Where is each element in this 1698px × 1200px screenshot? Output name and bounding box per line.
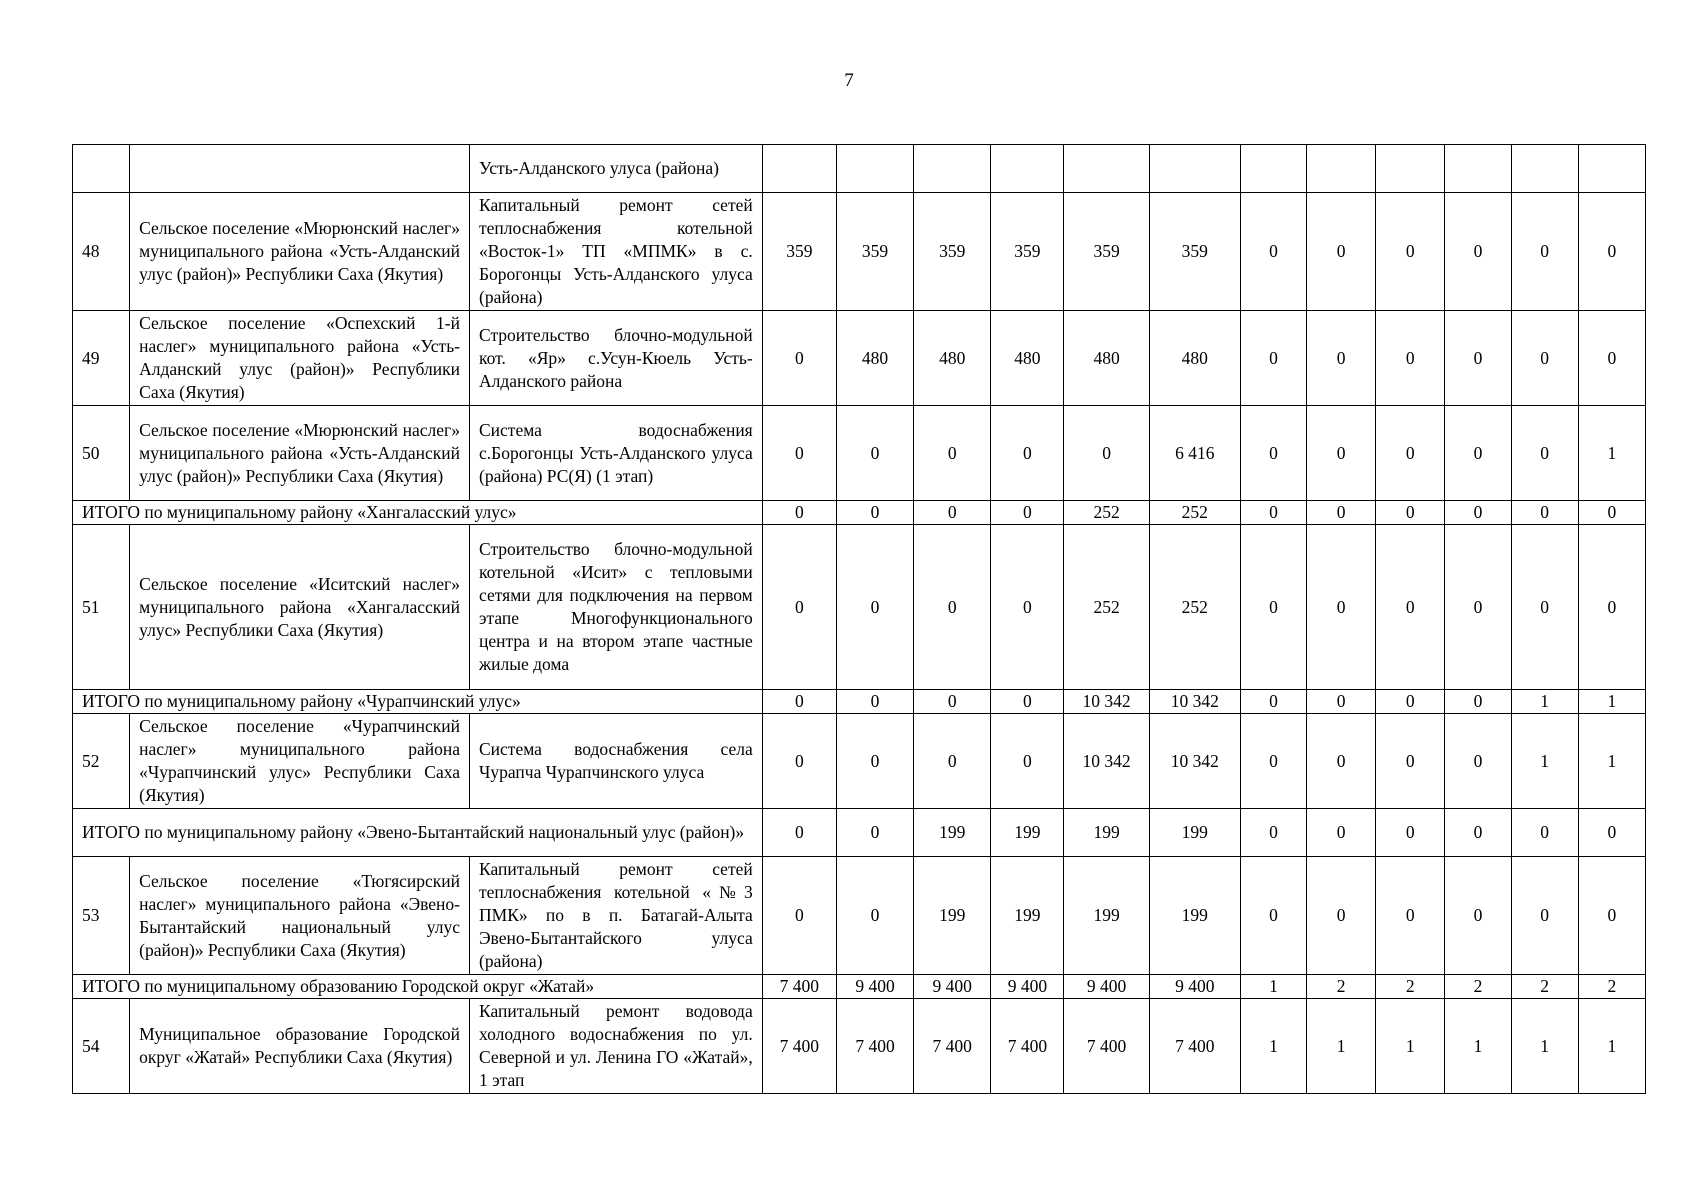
value-cell: 0	[1511, 501, 1578, 525]
value-cell	[1376, 145, 1445, 193]
total-label-cell: ИТОГО по муниципальному району «Хангаласский улус»	[73, 501, 763, 525]
value-cell: 7 400	[1149, 999, 1240, 1094]
value-cell: 0	[914, 406, 991, 501]
value-cell	[1511, 145, 1578, 193]
table-row	[73, 406, 1646, 501]
value-cell: 1	[1376, 999, 1445, 1094]
entity-cell: Сельское поселение «Мюрюнский наслег» муниципального района «Усть-Алданский улус (район)» Республики Саха (Якутия)	[130, 193, 470, 311]
value-cell	[762, 145, 836, 193]
value-cell: 199	[914, 809, 991, 857]
value-cell: 0	[1445, 193, 1511, 311]
value-cell: 480	[836, 311, 913, 406]
entity-cell: Сельское поселение «Тюгясирский наслег» муниципального района «Эвено-Бытантайский национальный улус (район)» Республики Саха (Якутия)	[130, 857, 470, 975]
value-cell: 0	[762, 311, 836, 406]
value-cell: 7 400	[991, 999, 1064, 1094]
value-cell: 0	[1240, 714, 1306, 809]
value-cell	[991, 145, 1064, 193]
value-cell: 0	[1511, 311, 1578, 406]
value-cell: 0	[1307, 857, 1376, 975]
value-cell: 0	[1578, 501, 1645, 525]
value-cell: 0	[1376, 857, 1445, 975]
value-cell: 480	[1149, 311, 1240, 406]
value-cell: 0	[991, 525, 1064, 690]
value-cell: 9 400	[991, 975, 1064, 999]
value-cell: 0	[1511, 525, 1578, 690]
value-cell: 0	[762, 525, 836, 690]
value-cell: 0	[1240, 193, 1306, 311]
value-cell: 7 400	[762, 975, 836, 999]
value-cell: 1	[1240, 975, 1306, 999]
value-cell: 0	[1240, 501, 1306, 525]
table-row	[73, 999, 1646, 1094]
value-cell: 0	[991, 501, 1064, 525]
value-cell: 0	[1376, 406, 1445, 501]
number-cell: 52	[73, 714, 130, 809]
value-cell: 0	[1578, 525, 1645, 690]
value-cell: 2	[1376, 975, 1445, 999]
number-cell: 51	[73, 525, 130, 690]
description-cell: Строительство блочно-модульной кот. «Яр» с.Усун-Кюель Усть-Алданского района	[470, 311, 763, 406]
value-cell: 7 400	[836, 999, 913, 1094]
value-cell: 0	[836, 857, 913, 975]
value-cell: 2	[1511, 975, 1578, 999]
value-cell: 199	[914, 857, 991, 975]
description-cell: Система водоснабжения с.Борогонцы Усть-Алданского улуса (района) РС(Я) (1 этап)	[470, 406, 763, 501]
value-cell: 0	[1445, 809, 1511, 857]
value-cell: 10 342	[1149, 690, 1240, 714]
value-cell: 2	[1578, 975, 1645, 999]
table-row	[73, 714, 1646, 809]
value-cell: 359	[762, 193, 836, 311]
value-cell: 359	[1149, 193, 1240, 311]
value-cell: 0	[762, 406, 836, 501]
value-cell	[1445, 145, 1511, 193]
table-row	[73, 525, 1646, 690]
value-cell	[836, 145, 913, 193]
value-cell: 0	[1240, 525, 1306, 690]
number-cell: 53	[73, 857, 130, 975]
value-cell: 252	[1064, 525, 1149, 690]
value-cell: 0	[914, 714, 991, 809]
value-cell: 0	[991, 406, 1064, 501]
value-cell: 1	[1240, 999, 1306, 1094]
value-cell: 0	[836, 690, 913, 714]
value-cell: 0	[1307, 690, 1376, 714]
value-cell: 0	[1445, 690, 1511, 714]
value-cell	[914, 145, 991, 193]
value-cell: 480	[914, 311, 991, 406]
value-cell: 1	[1578, 690, 1645, 714]
description-cell: Строительство блочно-модульной котельной «Исит» с тепловыми сетями для подключения на первом этапе Многофункционального центра и на втором этапе частные жилые дома	[470, 525, 763, 690]
description-cell: Система водоснабжения села Чурапча Чурапчинского улуса	[470, 714, 763, 809]
entity-cell: Сельское поселение «Иситский наслег» муниципального района «Хангаласский улус» Республики Саха (Якутия)	[130, 525, 470, 690]
value-cell: 359	[914, 193, 991, 311]
value-cell: 0	[836, 501, 913, 525]
value-cell: 359	[1064, 193, 1149, 311]
value-cell: 0	[762, 809, 836, 857]
table-row-total	[73, 809, 1646, 857]
value-cell: 0	[1578, 809, 1645, 857]
total-label-cell: ИТОГО по муниципальному району «Эвено-Бытантайский национальный улус (район)»	[73, 809, 763, 857]
value-cell: 0	[836, 525, 913, 690]
value-cell: 199	[1149, 809, 1240, 857]
value-cell: 0	[1307, 501, 1376, 525]
value-cell: 9 400	[1064, 975, 1149, 999]
value-cell: 0	[1376, 525, 1445, 690]
value-cell: 1	[1511, 690, 1578, 714]
value-cell: 0	[914, 690, 991, 714]
number-cell: 49	[73, 311, 130, 406]
value-cell	[1149, 145, 1240, 193]
value-cell: 0	[1376, 193, 1445, 311]
table-row	[73, 857, 1646, 975]
value-cell: 0	[1307, 714, 1376, 809]
entity-cell: Муниципальное образование Городской округ «Жатай» Республики Саха (Якутия)	[130, 999, 470, 1094]
value-cell: 0	[1511, 809, 1578, 857]
entity-cell: Сельское поселение «Мюрюнский наслег» муниципального района «Усть-Алданский улус (район)» Республики Саха (Якутия)	[130, 406, 470, 501]
value-cell: 0	[1445, 311, 1511, 406]
value-cell: 359	[991, 193, 1064, 311]
value-cell: 9 400	[1149, 975, 1240, 999]
value-cell: 1	[1578, 714, 1645, 809]
value-cell: 0	[762, 690, 836, 714]
value-cell: 0	[762, 501, 836, 525]
value-cell: 0	[1445, 857, 1511, 975]
value-cell: 0	[1578, 311, 1645, 406]
value-cell: 0	[1578, 193, 1645, 311]
value-cell: 0	[1307, 193, 1376, 311]
value-cell: 1	[1445, 999, 1511, 1094]
value-cell: 0	[991, 714, 1064, 809]
value-cell: 0	[1376, 690, 1445, 714]
total-label-cell: ИТОГО по муниципальному району «Чурапчинский улус»	[73, 690, 763, 714]
table-row-total	[73, 975, 1646, 999]
value-cell: 6 416	[1149, 406, 1240, 501]
number-cell: 48	[73, 193, 130, 311]
value-cell: 0	[1445, 501, 1511, 525]
value-cell: 480	[991, 311, 1064, 406]
value-cell: 0	[1240, 809, 1306, 857]
page-number: 7	[844, 70, 854, 91]
value-cell: 252	[1064, 501, 1149, 525]
number-cell: 54	[73, 999, 130, 1094]
table-row	[73, 193, 1646, 311]
value-cell: 7 400	[914, 999, 991, 1094]
value-cell: 0	[1307, 525, 1376, 690]
value-cell: 480	[1064, 311, 1149, 406]
value-cell: 0	[1376, 714, 1445, 809]
value-cell: 1	[1511, 714, 1578, 809]
value-cell: 199	[991, 857, 1064, 975]
value-cell: 199	[991, 809, 1064, 857]
value-cell	[1307, 145, 1376, 193]
value-cell: 0	[836, 714, 913, 809]
value-cell: 0	[1376, 809, 1445, 857]
value-cell: 0	[914, 501, 991, 525]
value-cell: 7 400	[1064, 999, 1149, 1094]
value-cell: 0	[1376, 501, 1445, 525]
value-cell: 7 400	[762, 999, 836, 1094]
value-cell: 0	[1445, 406, 1511, 501]
value-cell: 10 342	[1064, 714, 1149, 809]
value-cell: 0	[1240, 857, 1306, 975]
entity-cell: Сельское поселение «Оспехский 1-й наслег» муниципального района «Усть-Алданский улус (район)» Республики Саха (Якутия)	[130, 311, 470, 406]
value-cell: 0	[1307, 809, 1376, 857]
program-table	[72, 144, 1646, 1094]
value-cell: 1	[1578, 999, 1645, 1094]
value-cell: 252	[1149, 501, 1240, 525]
number-cell: 50	[73, 406, 130, 501]
value-cell: 1	[1578, 406, 1645, 501]
value-cell	[1240, 145, 1306, 193]
value-cell: 0	[1578, 857, 1645, 975]
value-cell: 0	[1064, 406, 1149, 501]
value-cell: 0	[1307, 311, 1376, 406]
value-cell: 9 400	[836, 975, 913, 999]
value-cell: 252	[1149, 525, 1240, 690]
value-cell: 0	[1240, 406, 1306, 501]
value-cell: 0	[1511, 406, 1578, 501]
value-cell: 0	[1511, 193, 1578, 311]
value-cell: 10 342	[1064, 690, 1149, 714]
value-cell: 0	[1240, 690, 1306, 714]
description-cell: Капитальный ремонт сетей теплоснабжения котельной «Восток-1» ТП «МПМК» в с. Борогонцы Усть-Алданского улуса (района)	[470, 193, 763, 311]
value-cell: 1	[1511, 999, 1578, 1094]
table-row	[73, 311, 1646, 406]
value-cell: 9 400	[914, 975, 991, 999]
value-cell: 2	[1307, 975, 1376, 999]
value-cell: 2	[1445, 975, 1511, 999]
value-cell: 1	[1307, 999, 1376, 1094]
value-cell: 0	[914, 525, 991, 690]
table-row-total	[73, 690, 1646, 714]
entity-cell	[130, 145, 470, 193]
value-cell: 0	[1240, 311, 1306, 406]
value-cell: 0	[836, 809, 913, 857]
value-cell: 0	[1307, 406, 1376, 501]
value-cell: 0	[1445, 714, 1511, 809]
value-cell: 199	[1064, 857, 1149, 975]
entity-cell: Сельское поселение «Чурапчинский наслег» муниципального района «Чурапчинский улус» Республики Саха (Якутия)	[130, 714, 470, 809]
value-cell	[1064, 145, 1149, 193]
value-cell: 0	[991, 690, 1064, 714]
value-cell: 359	[836, 193, 913, 311]
value-cell: 0	[762, 714, 836, 809]
description-cell: Капитальный ремонт сетей теплоснабжения котельной «№3 ПМК» по в п. Батагай-Алыта Эвено-Бытантайского улуса (района)	[470, 857, 763, 975]
table-row-continuation	[73, 145, 1646, 193]
value-cell: 0	[1376, 311, 1445, 406]
total-label-cell: ИТОГО по муниципальному образованию Городской округ «Жатай»	[73, 975, 763, 999]
value-cell: 10 342	[1149, 714, 1240, 809]
value-cell: 199	[1064, 809, 1149, 857]
description-cell: Усть-Алданского улуса (района)	[470, 145, 763, 193]
value-cell: 0	[762, 857, 836, 975]
value-cell: 0	[836, 406, 913, 501]
value-cell: 0	[1511, 857, 1578, 975]
value-cell: 0	[1445, 525, 1511, 690]
description-cell: Капитальный ремонт водовода холодного водоснабжения по ул. Северной и ул. Ленина ГО «Жатай», 1 этап	[470, 999, 763, 1094]
table-row-total	[73, 501, 1646, 525]
value-cell	[1578, 145, 1645, 193]
number-cell	[73, 145, 130, 193]
value-cell: 199	[1149, 857, 1240, 975]
